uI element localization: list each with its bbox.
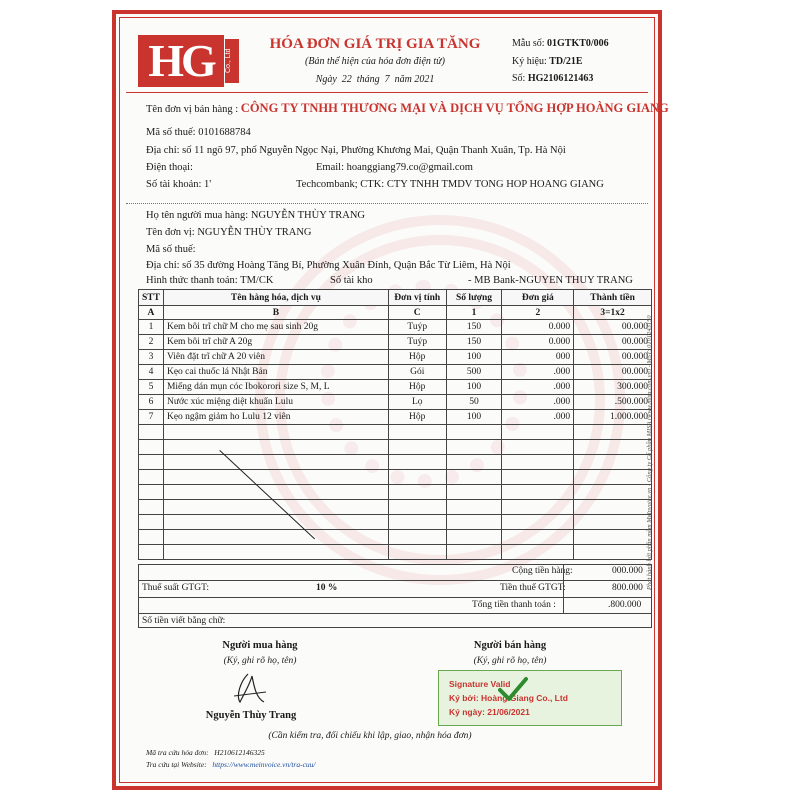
table-empty-cell [388,530,446,545]
table-cell-unit: Lọ [388,395,446,410]
table-cell-amount: 1.000.000 [574,410,652,425]
table-cell-unit: Tuýp [388,320,446,335]
totals-box [138,564,652,614]
table-cell-qty: 100 [446,350,502,365]
buyer-bank: - MB Bank-NGUYEN THUY TRANG [468,275,633,286]
table-empty-cell [446,455,502,470]
table-cell-amount: 300.000 [574,380,652,395]
table-empty-cell [139,485,164,500]
table-empty-cell [574,515,652,530]
col-header: Đơn giá [502,290,574,306]
vat-value: 800.000 [612,583,643,593]
table-cell-name: Nước xúc miệng diệt khuẩn Lulu [163,395,388,410]
seller-email-row: Email: hoanggiang79.co@gmail.com [316,162,473,173]
table-cell-amount: 00.000 [574,365,652,380]
lookup-site-link[interactable]: https://www.meinvoice.vn/tra-cuu/ [212,760,316,769]
table-empty-cell [446,470,502,485]
table-empty-cell [502,455,574,470]
table-row [139,335,652,350]
col-header: Tên hàng hóa, dịch vụ [163,290,388,306]
table-empty-row [139,500,652,515]
table-cell-name: Viên đặt trĩ chữ A 20 viên [163,350,388,365]
seller-name: CÔNG TY TNHH THƯƠNG MẠI VÀ DỊCH VỤ TỔNG HỢP HOÀNG GIANG [240,101,669,115]
table-empty-cell [574,500,652,515]
table-empty-row [139,545,652,560]
table-empty-cell [163,455,388,470]
table-cell-stt: 2 [139,335,164,350]
table-row [139,350,652,365]
table-empty-cell [388,545,446,560]
table-row [139,380,652,395]
table-empty-cell [163,485,388,500]
table-row [139,320,652,335]
table-cell-price: .000 [502,410,574,425]
col-header: STT [139,290,164,306]
items-table [138,289,652,560]
table-empty-cell [502,545,574,560]
table-cell-qty: 50 [446,395,502,410]
col-header: Số lượng [446,290,502,306]
check-icon [498,676,528,702]
invoice-title: HÓA ĐƠN GIÁ TRỊ GIA TĂNG [269,36,481,52]
table-cell-price: 0.000 [502,335,574,350]
table-empty-cell [502,500,574,515]
buyer-name-row: Họ tên người mua hàng: NGUYỄN THÙY TRANG [146,210,365,221]
table-cell-unit: Hộp [388,410,446,425]
table-empty-cell [139,455,164,470]
table-empty-cell [574,425,652,440]
table-empty-cell [574,530,652,545]
table-empty-cell [139,515,164,530]
table-empty-cell [446,500,502,515]
totals-line [138,597,652,598]
table-empty-cell [388,515,446,530]
divider [126,203,648,204]
table-empty-cell [163,530,388,545]
table-cell-stt: 4 [139,365,164,380]
table-empty-cell [139,425,164,440]
buyer-name: Nguyễn Thùy Trang [205,710,297,721]
table-empty-cell [446,545,502,560]
table-cell-price: .000 [502,380,574,395]
col-header: Đơn vị tính [388,290,446,306]
vat-label: Tiền thuế GTGT: [500,583,566,593]
table-row [139,395,652,410]
table-empty-cell [502,530,574,545]
buyer-payment-row: Hình thức thanh toán: TM/CK [146,275,274,286]
seller-address-row: Địa chỉ: số 11 ngõ 97, phố Nguyễn Ngọc Nại, Phường Khương Mai, Quận Thanh Xuân, Tp. Hà Nội [146,145,566,156]
buyer-sign-sub: (Ký, ghi rõ họ, tên) [223,656,297,666]
divider [126,92,648,93]
table-cell-amount: 00.000 [574,350,652,365]
table-header-row [139,290,652,306]
table-empty-cell [163,440,388,455]
table-cell-price: .000 [502,395,574,410]
signed-date: Ký ngày: 21/06/2021 [449,707,530,717]
table-empty-cell [163,545,388,560]
table-cell-qty: 150 [446,335,502,350]
table-cell-name: Kẹo ngậm giảm ho Lulu 12 viên [163,410,388,425]
buyer-tax-row: Mã số thuế: [146,244,196,255]
table-empty-cell [502,485,574,500]
table-cell-qty: 150 [446,320,502,335]
table-empty-row [139,440,652,455]
table-empty-row [139,470,652,485]
table-empty-cell [139,500,164,515]
lookup-site-row: Tra cứu tại Website: https://www.meinvoice.vn/tra-cuu/ [146,760,316,769]
table-cell-name: Miếng dán mụn cóc Ibokorori size S, M, L [163,380,388,395]
table-empty-row [139,455,652,470]
seller-account-row: Số tài khoản: 1' [146,179,212,190]
signature-valid: Signature Valid [449,679,511,689]
grand-total-value: .800.000 [608,600,642,610]
table-row [139,410,652,425]
table-empty-cell [446,440,502,455]
table-cell-stt: 6 [139,395,164,410]
table-cell-qty: 100 [446,410,502,425]
table-empty-cell [574,440,652,455]
table-empty-cell [388,455,446,470]
form-number: Mẫu số: 01GTKT0/006 [512,38,609,49]
logo-mark: HG [138,35,224,87]
buyer-unit-row: Tên đơn vị: NGUYỄN THÙY TRANG [146,227,312,238]
table-cell-stt: 7 [139,410,164,425]
seller-phone-row: Điện thoại: [146,162,193,173]
table-empty-cell [388,500,446,515]
table-empty-cell [139,530,164,545]
table-empty-cell [139,440,164,455]
vat-rate-value: 10 % [316,583,338,593]
invoice-date: Ngày 22 tháng 7 năm 2021 [315,74,435,85]
table-empty-cell [446,485,502,500]
subtotal-value: 000.000 [612,566,643,576]
table-letter-row: A B C 1 2 3=1x2 [139,306,652,320]
table-empty-cell [502,440,574,455]
table-cell-name: Kem bôi trĩ chữ M cho mẹ sau sinh 20g [163,320,388,335]
table-empty-cell [502,470,574,485]
invoice-subtitle: (Bản thể hiện của hóa đơn điện tử) [305,56,445,67]
seller-sign-title: Người bán hàng [473,640,547,651]
table-empty-cell [388,440,446,455]
table-empty-cell [388,485,446,500]
table-cell-qty: 500 [446,365,502,380]
seller-name-row: Tên đơn vị bán hàng : CÔNG TY TNHH THƯƠNG MẠI VÀ DỊCH VỤ TỔNG HỢP HOÀNG GIANG [146,101,669,115]
table-cell-unit: Gói [388,365,446,380]
table-cell-price: 000 [502,350,574,365]
table-empty-cell [574,455,652,470]
seller-bank: Techcombank; CTK: CTY TNHH TMDV TONG HOP HOANG GIANG [296,179,604,190]
table-empty-cell [139,470,164,485]
company-logo [138,35,240,87]
table-cell-unit: Hộp [388,380,446,395]
vat-rate-label: Thuế suất GTGT: [142,583,210,593]
logo-sub: Co., Ltd [225,39,239,83]
table-empty-cell [163,515,388,530]
table-cell-unit: Hộp [388,350,446,365]
table-cell-amount: 00.000 [574,320,652,335]
digital-signature-box [438,670,622,726]
table-cell-price: .000 [502,365,574,380]
grand-total-label: Tổng tiền thanh toán : [472,600,556,610]
table-cell-name: Kẹo cai thuốc lá Nhật Bản [163,365,388,380]
totals-line [563,564,564,614]
table-cell-amount: .500.000 [574,395,652,410]
table-empty-cell [163,470,388,485]
table-cell-qty: 100 [446,380,502,395]
vertical-note: Phát hành bởi phần mềm MeInvoice.vn - Công ty Cổ phần MISA (www.misa.com.vn) - MST: 0101243150 [646,315,653,590]
totals-line [138,580,652,581]
table-empty-row [139,425,652,440]
table-cell-unit: Tuýp [388,335,446,350]
table-cell-name: Kem bôi trĩ chữ A 20g [163,335,388,350]
table-empty-cell [446,530,502,545]
symbol: Ký hiệu: TD/21E [512,56,583,67]
table-row [139,365,652,380]
table-empty-cell [388,425,446,440]
seller-tax-row: Mã số thuế: 0101688784 [146,127,251,138]
col-header: Thành tiền [574,290,652,306]
invoice-number: Số: HG2106121463 [512,73,594,84]
buyer-signature-scribble [230,672,270,706]
table-empty-cell [163,425,388,440]
words-box [138,613,652,628]
table-empty-cell [446,425,502,440]
subtotal-label: Cộng tiền hàng: [512,566,573,576]
signed-by: Ký bởi: Hoàng Giang Co., Ltd [449,693,568,703]
table-empty-cell [139,545,164,560]
table-empty-cell [446,515,502,530]
table-cell-stt: 1 [139,320,164,335]
table-empty-cell [502,425,574,440]
table-cell-amount: 00.000 [574,335,652,350]
table-empty-cell [574,545,652,560]
lookup-code-row: Mã tra cứu hóa đơn: H210612146325 [146,748,265,757]
buyer-account-row: Số tài kho [330,275,373,286]
table-empty-cell [502,515,574,530]
seller-sign-sub: (Ký, ghi rõ họ, tên) [473,656,547,666]
table-empty-row [139,515,652,530]
table-cell-price: 0.000 [502,320,574,335]
table-cell-stt: 5 [139,380,164,395]
table-empty-cell [388,470,446,485]
table-cell-stt: 3 [139,350,164,365]
table-empty-cell [574,485,652,500]
buyer-sign-title: Người mua hàng [222,640,298,651]
table-empty-row [139,485,652,500]
buyer-address-row: Địa chỉ: số 35 đường Hoàng Tăng Bí, Phường Xuân Đỉnh, Quận Bắc Từ Liêm, Hà Nội [146,260,511,271]
table-empty-cell [574,470,652,485]
verification-note: (Cần kiểm tra, đối chiếu khi lập, giao, nhận hóa đơn) [268,731,472,741]
table-empty-row [139,530,652,545]
amount-in-words-label: Số tiền viết bằng chữ: [142,616,226,626]
